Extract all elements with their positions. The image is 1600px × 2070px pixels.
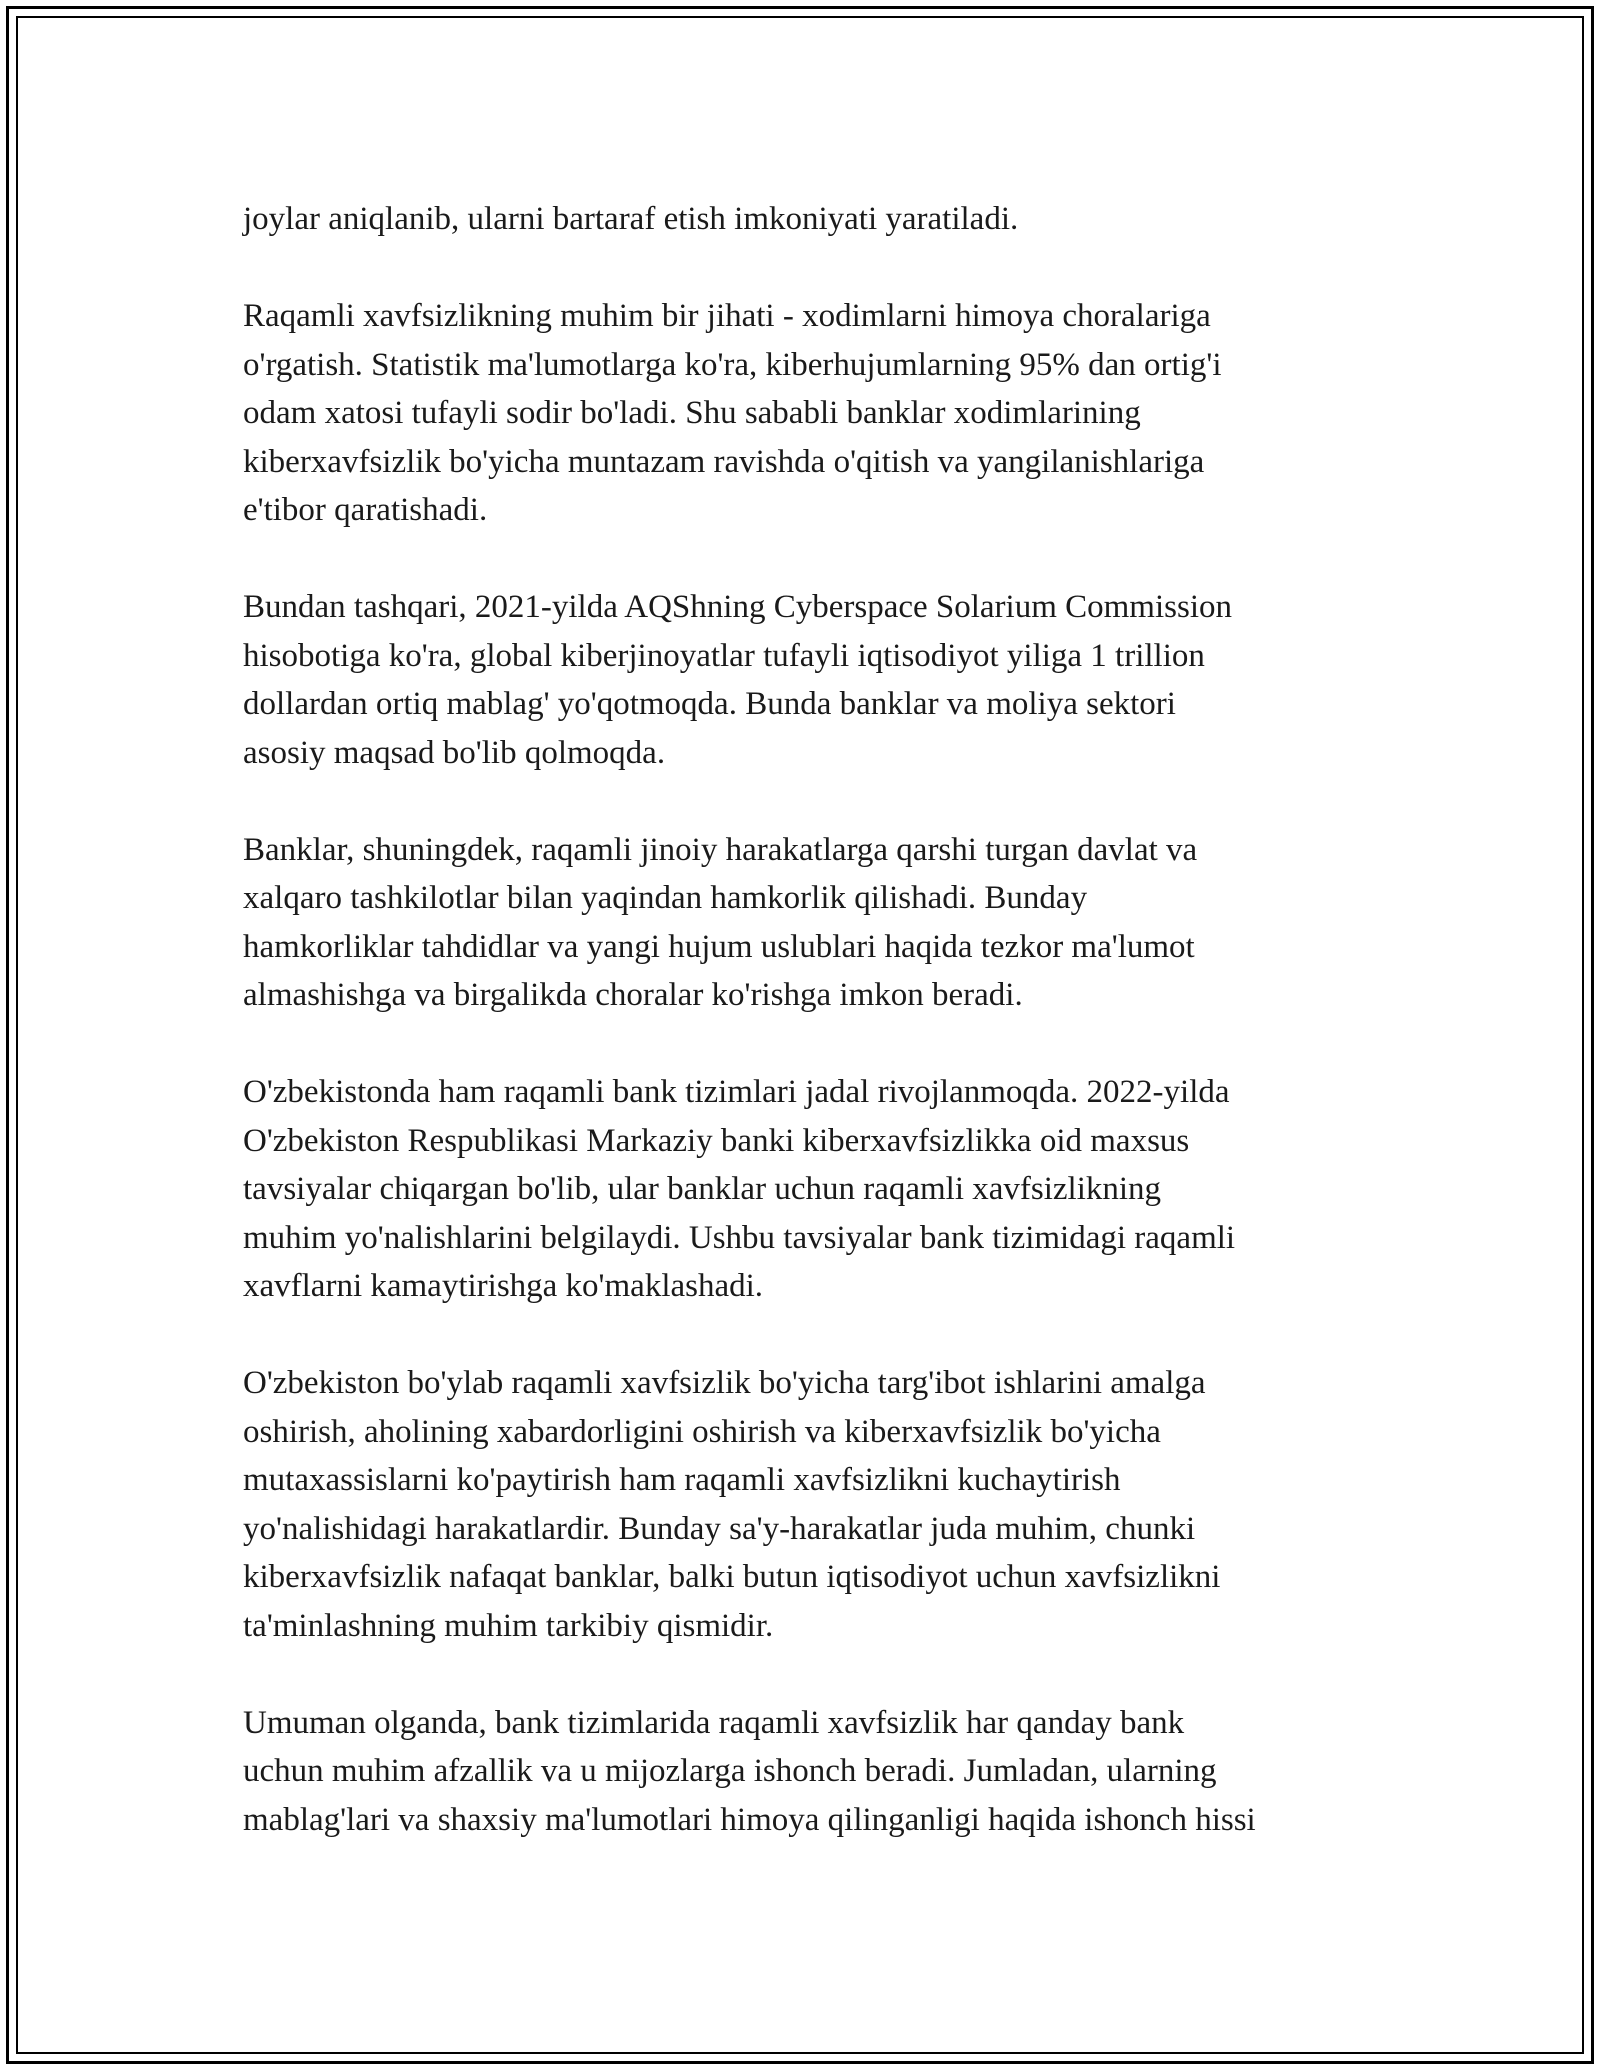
text-line: Banklar, shuningdek, raqamli jinoiy harakatlarga qarshi turgan davlat va bbox=[243, 831, 1198, 868]
text-line: hisobotiga ko'ra, global kiberjinoyatlar tufayli iqtisodiyot yiliga 1 trillion bbox=[243, 637, 1205, 674]
paragraph bbox=[243, 195, 1393, 244]
text-line: Raqamli xavfsizlikning muhim bir jihati - xodimlarni himoya choralariga bbox=[243, 298, 1211, 334]
text-line: Umuman olganda, bank tizimlarida raqamli xavfsizlik har qanday bank bbox=[243, 1704, 1185, 1741]
paragraph bbox=[243, 583, 1393, 777]
text-line: yo'nalishidagi harakatlardir. Bunday sa'y-harakatlar juda muhim, chunki bbox=[243, 1510, 1196, 1547]
text-line: uchun muhim afzallik va u mijozlarga ishonch beradi. Jumladan, ularning bbox=[243, 1753, 1217, 1789]
document-body bbox=[243, 195, 1393, 1844]
paragraph bbox=[243, 1359, 1393, 1650]
paragraph bbox=[243, 1699, 1393, 1845]
text-line: kiberxavfsizlik nafaqat banklar, balki butun iqtisodiyot uchun xavfsizlikni bbox=[243, 1559, 1221, 1595]
paragraph bbox=[243, 292, 1393, 535]
text-line: tavsiyalar chiqargan bo'lib, ular banklar uchun raqamli xavfsizlikning bbox=[243, 1171, 1162, 1207]
text-line: muhim yo'nalishlarini belgilaydi. Ushbu tavsiyalar bank tizimidagi raqamli bbox=[243, 1219, 1236, 1256]
text-line: asosiy maqsad bo'lib qolmoqda. bbox=[243, 734, 666, 771]
text-line: ta'minlashning muhim tarkibiy qismidir. bbox=[243, 1607, 774, 1644]
paragraph bbox=[243, 826, 1393, 1020]
text-line: xalqaro tashkilotlar bilan yaqindan hamkorlik qilishadi. Bunday bbox=[243, 880, 1088, 916]
text-line: almashishga va birgalikda choralar ko'rishga imkon beradi. bbox=[243, 977, 1023, 1013]
text-line: mablag'lari va shaxsiy ma'lumotlari himoya qilinganligi haqida ishonch hissi bbox=[243, 1801, 1256, 1838]
text-line: xavflarni kamaytirishga ko'maklashadi. bbox=[243, 1268, 764, 1304]
text-line: e'tibor qaratishadi. bbox=[243, 492, 488, 528]
text-line: O'zbekiston Respublikasi Markaziy banki kiberxavfsizlikka oid maxsus bbox=[243, 1122, 1190, 1159]
text-line: joylar aniqlanib, ularni bartaraf etish imkoniyati yaratiladi. bbox=[243, 201, 1019, 237]
page-frame bbox=[6, 6, 1594, 2064]
text-line: dollardan ortiq mablag' yo'qotmoqda. Bunda banklar va moliya sektori bbox=[243, 686, 1176, 722]
text-line: mutaxassislarni ko'paytirish ham raqamli xavfsizlikni kuchaytirish bbox=[243, 1462, 1121, 1498]
paragraph bbox=[243, 1068, 1393, 1311]
text-line: O'zbekiston bo'ylab raqamli xavfsizlik bo'yicha targ'ibot ishlarini amalga bbox=[243, 1365, 1206, 1401]
text-line: o'rgatish. Statistik ma'lumotlarga ko'ra, kiberhujumlarning 95% dan ortig'i bbox=[243, 346, 1222, 383]
text-line: hamkorliklar tahdidlar va yangi hujum uslublari haqida tezkor ma'lumot bbox=[243, 928, 1195, 965]
text-line: Bundan tashqari, 2021-yilda AQShning Cyberspace Solarium Commission bbox=[243, 589, 1233, 625]
text-line: O'zbekistonda ham raqamli bank tizimlari jadal rivojlanmoqda. 2022-yilda bbox=[243, 1074, 1230, 1110]
text-line: oshirish, aholining xabardorligini oshirish va kiberxavfsizlik bo'yicha bbox=[243, 1413, 1161, 1450]
text-line: kiberxavfsizlik bo'yicha muntazam ravishda o'qitish va yangilanishlariga bbox=[243, 443, 1205, 480]
text-line: odam xatosi tufayli sodir bo'ladi. Shu sababli banklar xodimlarining bbox=[243, 395, 1141, 431]
